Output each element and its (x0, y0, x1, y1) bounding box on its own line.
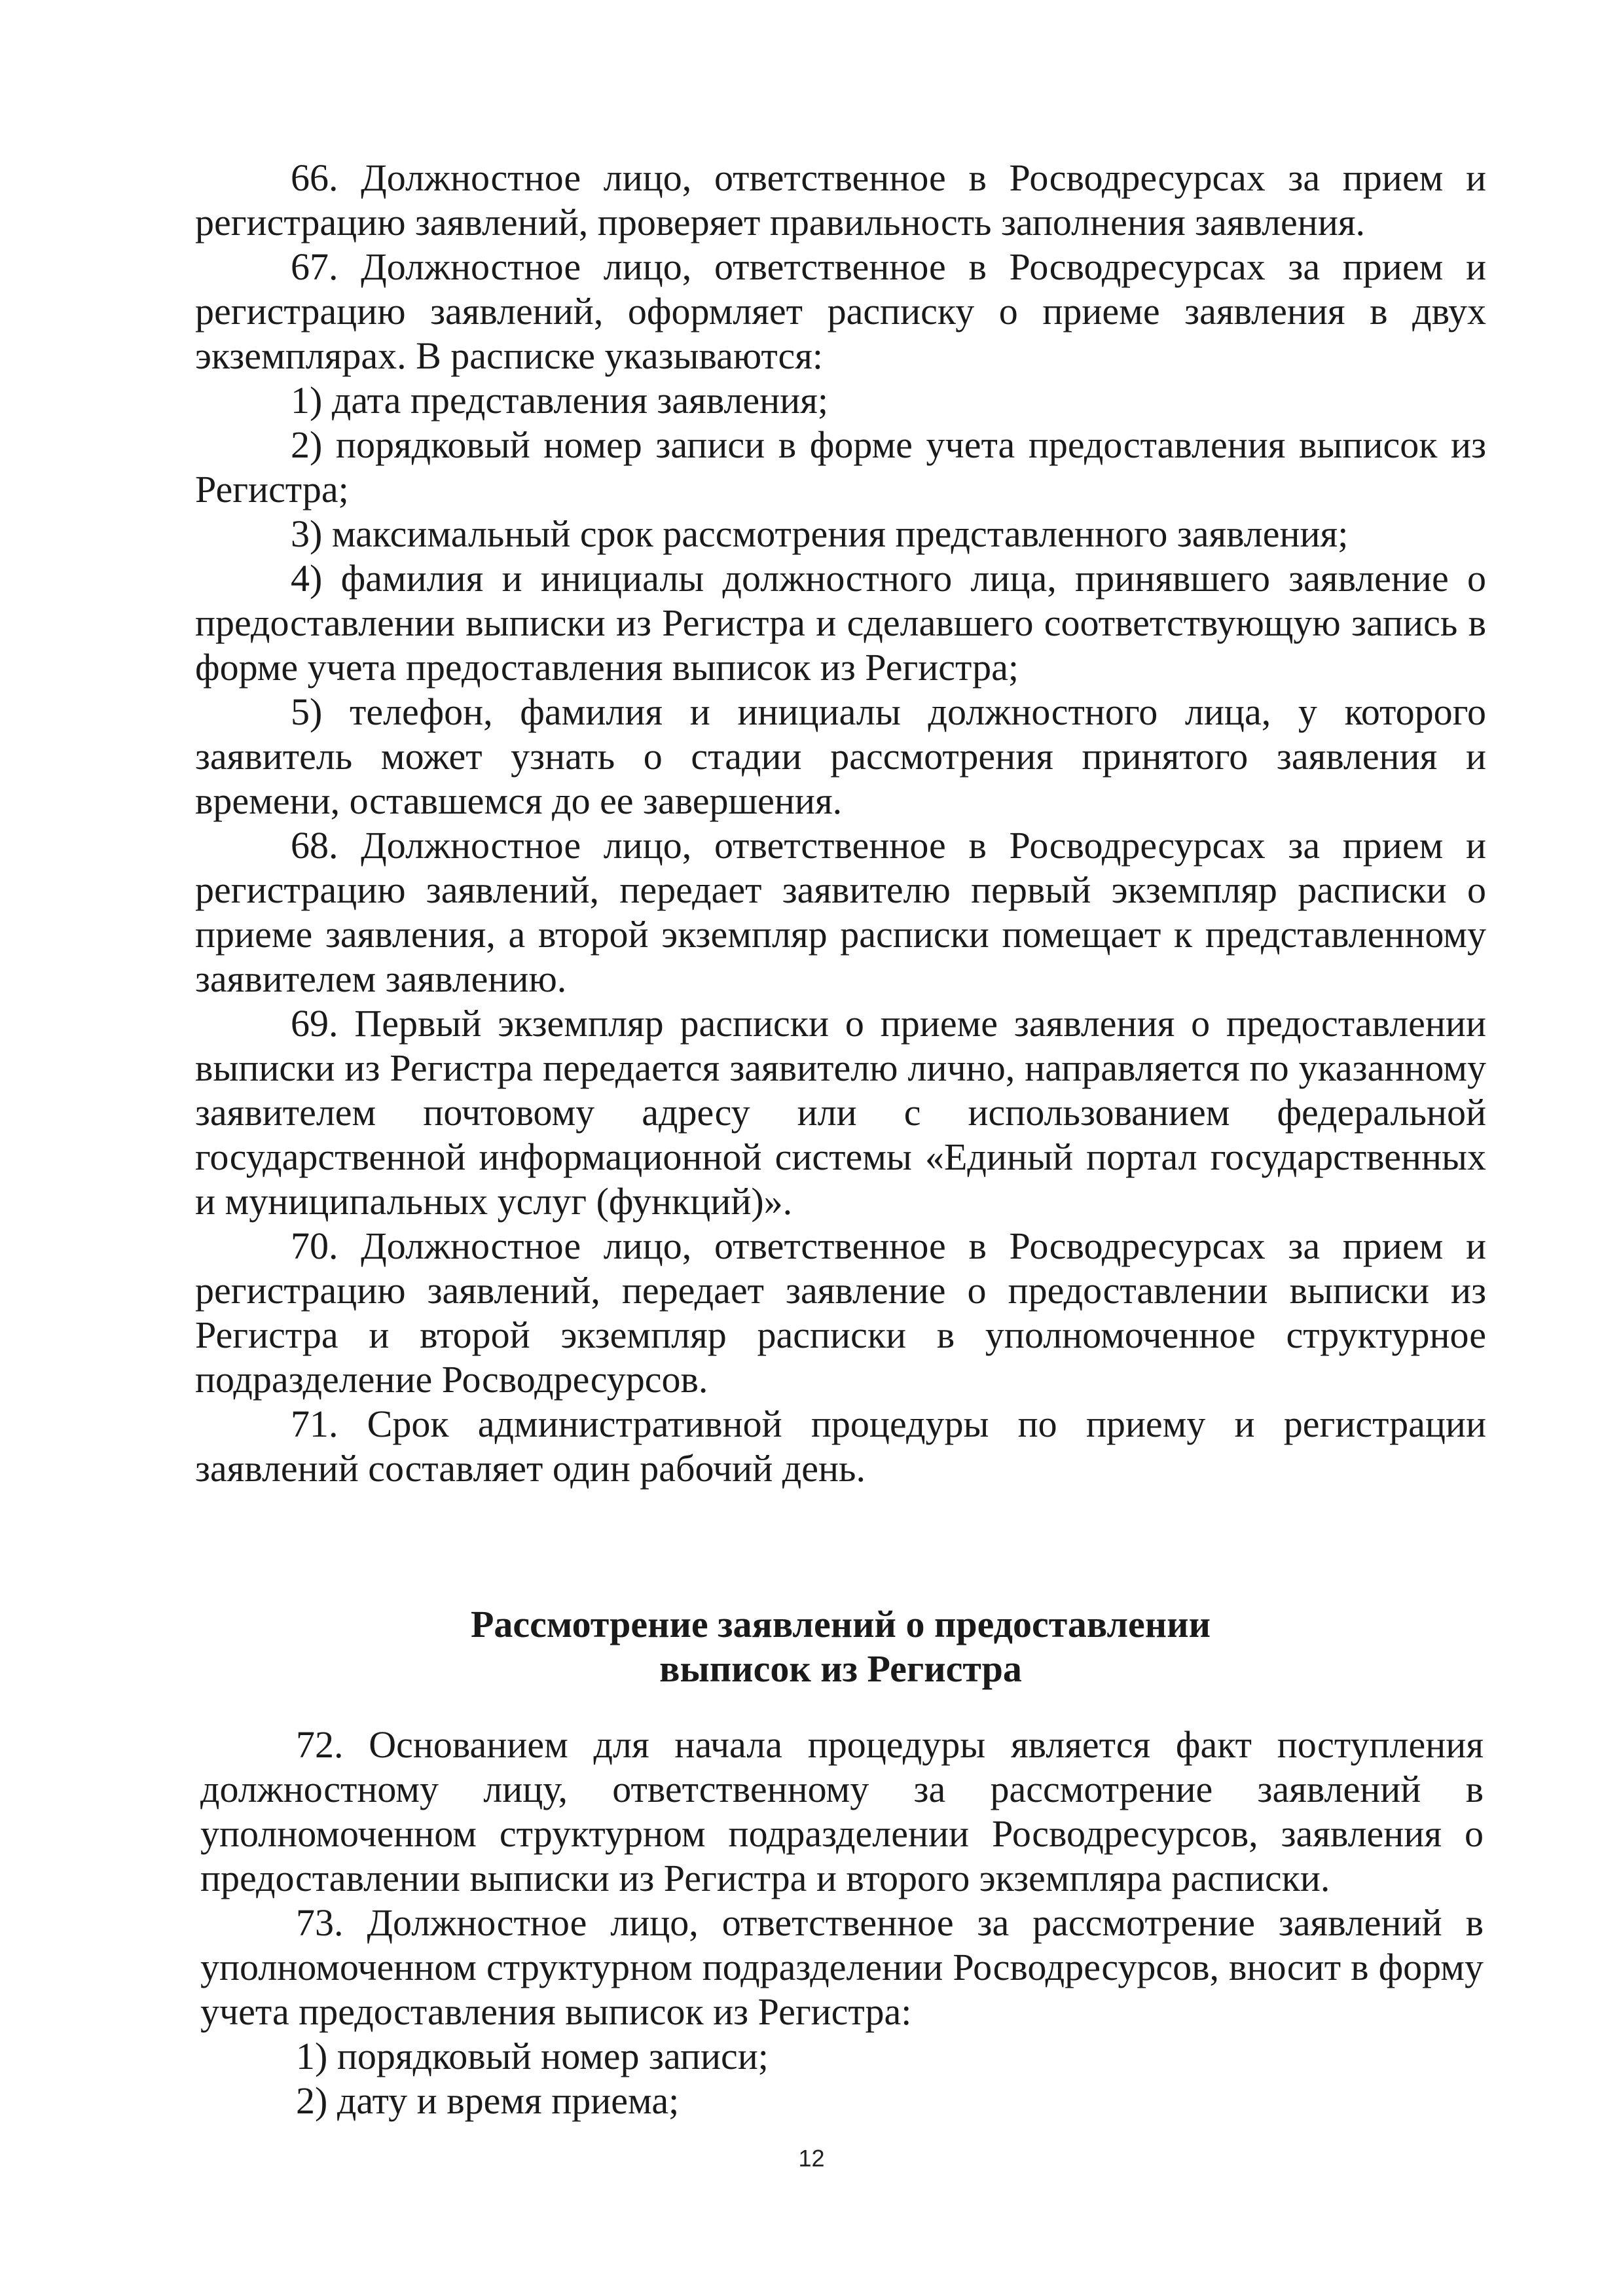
page-number: 12 (798, 2145, 825, 2172)
list-item-67-3: 3) максимальный срок рассмотрения представленного заявления; (291, 512, 1349, 555)
section-heading-line-1: Рассмотрение заявлений о предоставлении (471, 1603, 1211, 1645)
list-item-67-5: 5) телефон, фамилия и инициалы должностного лица, у которого заявитель может узнать о стадии рассмотрения принятого заявления и времени, оставшемся до ее завершения. (195, 691, 1486, 822)
list-item-67-4: 4) фамилия и инициалы должностного лица, принявшего заявление о предоставлении выписки из Регистра и сделавшего соответствующую запись в форме учета предоставления выписок из Регистра; (195, 557, 1486, 689)
procedure-text-section-b (200, 1723, 1484, 2123)
procedure-text-section-a (195, 156, 1486, 1491)
list-item-67-2: 2) порядковый номер записи в форме учета предоставления выписок из Регистра; (195, 423, 1486, 511)
paragraph-73: 73. Должностное лицо, ответственное за рассмотрение заявлений в уполномоченном структурном подразделении Росводресурсов, вносит в форму учета предоставления выписок из Регистра: (200, 1901, 1484, 2033)
paragraph-72: 72. Основанием для начала процедуры является факт поступления должностному лицу, ответственному за рассмотрение заявлений в уполномоченном структурном подразделении Росводресурсов, заявления о предоставлении выписки из Регистра и второго экземпляра расписки. (200, 1723, 1484, 1899)
list-item-73-2: 2) дату и время приема; (296, 2079, 680, 2122)
paragraph-71: 71. Срок административной процедуры по приему и регистрации заявлений составляет один рабочий день. (195, 1403, 1486, 1490)
list-item-67-1: 1) дата представления заявления; (291, 379, 829, 422)
paragraph-67: 67. Должностное лицо, ответственное в Росводресурсах за прием и регистрацию заявлений, оформляет расписку о приеме заявления в двух экземплярах. В расписке указываются: (195, 245, 1486, 377)
section-heading (195, 1602, 1486, 1691)
paragraph-69: 69. Первый экземпляр расписки о приеме заявления о предоставлении выписки из Регистра передается заявителю лично, направляется по указанному заявителем почтовому адресу или с использованием федеральной государственной информационной системы «Единый портал государственных и муниципальных услуг (функций)». (195, 1002, 1486, 1223)
list-item-73-1: 1) порядковый номер записи; (296, 2035, 769, 2077)
section-heading-line-2: выписок из Регистра (659, 1647, 1022, 1690)
paragraph-66: 66. Должностное лицо, ответственное в Росводресурсах за прием и регистрацию заявлений, проверяет правильность заполнения заявления. (195, 156, 1486, 243)
paragraph-70: 70. Должностное лицо, ответственное в Росводресурсах за прием и регистрацию заявлений, передает заявление о предоставлении выписки из Регистра и второй экземпляр расписки в уполномоченное структурное подразделение Росводресурсов. (195, 1225, 1486, 1401)
paragraph-68: 68. Должностное лицо, ответственное в Росводресурсах за прием и регистрацию заявлений, передает заявителю первый экземпляр расписки о приеме заявления, а второй экземпляр расписки помещает к представленному заявителем заявлению. (195, 824, 1486, 1000)
